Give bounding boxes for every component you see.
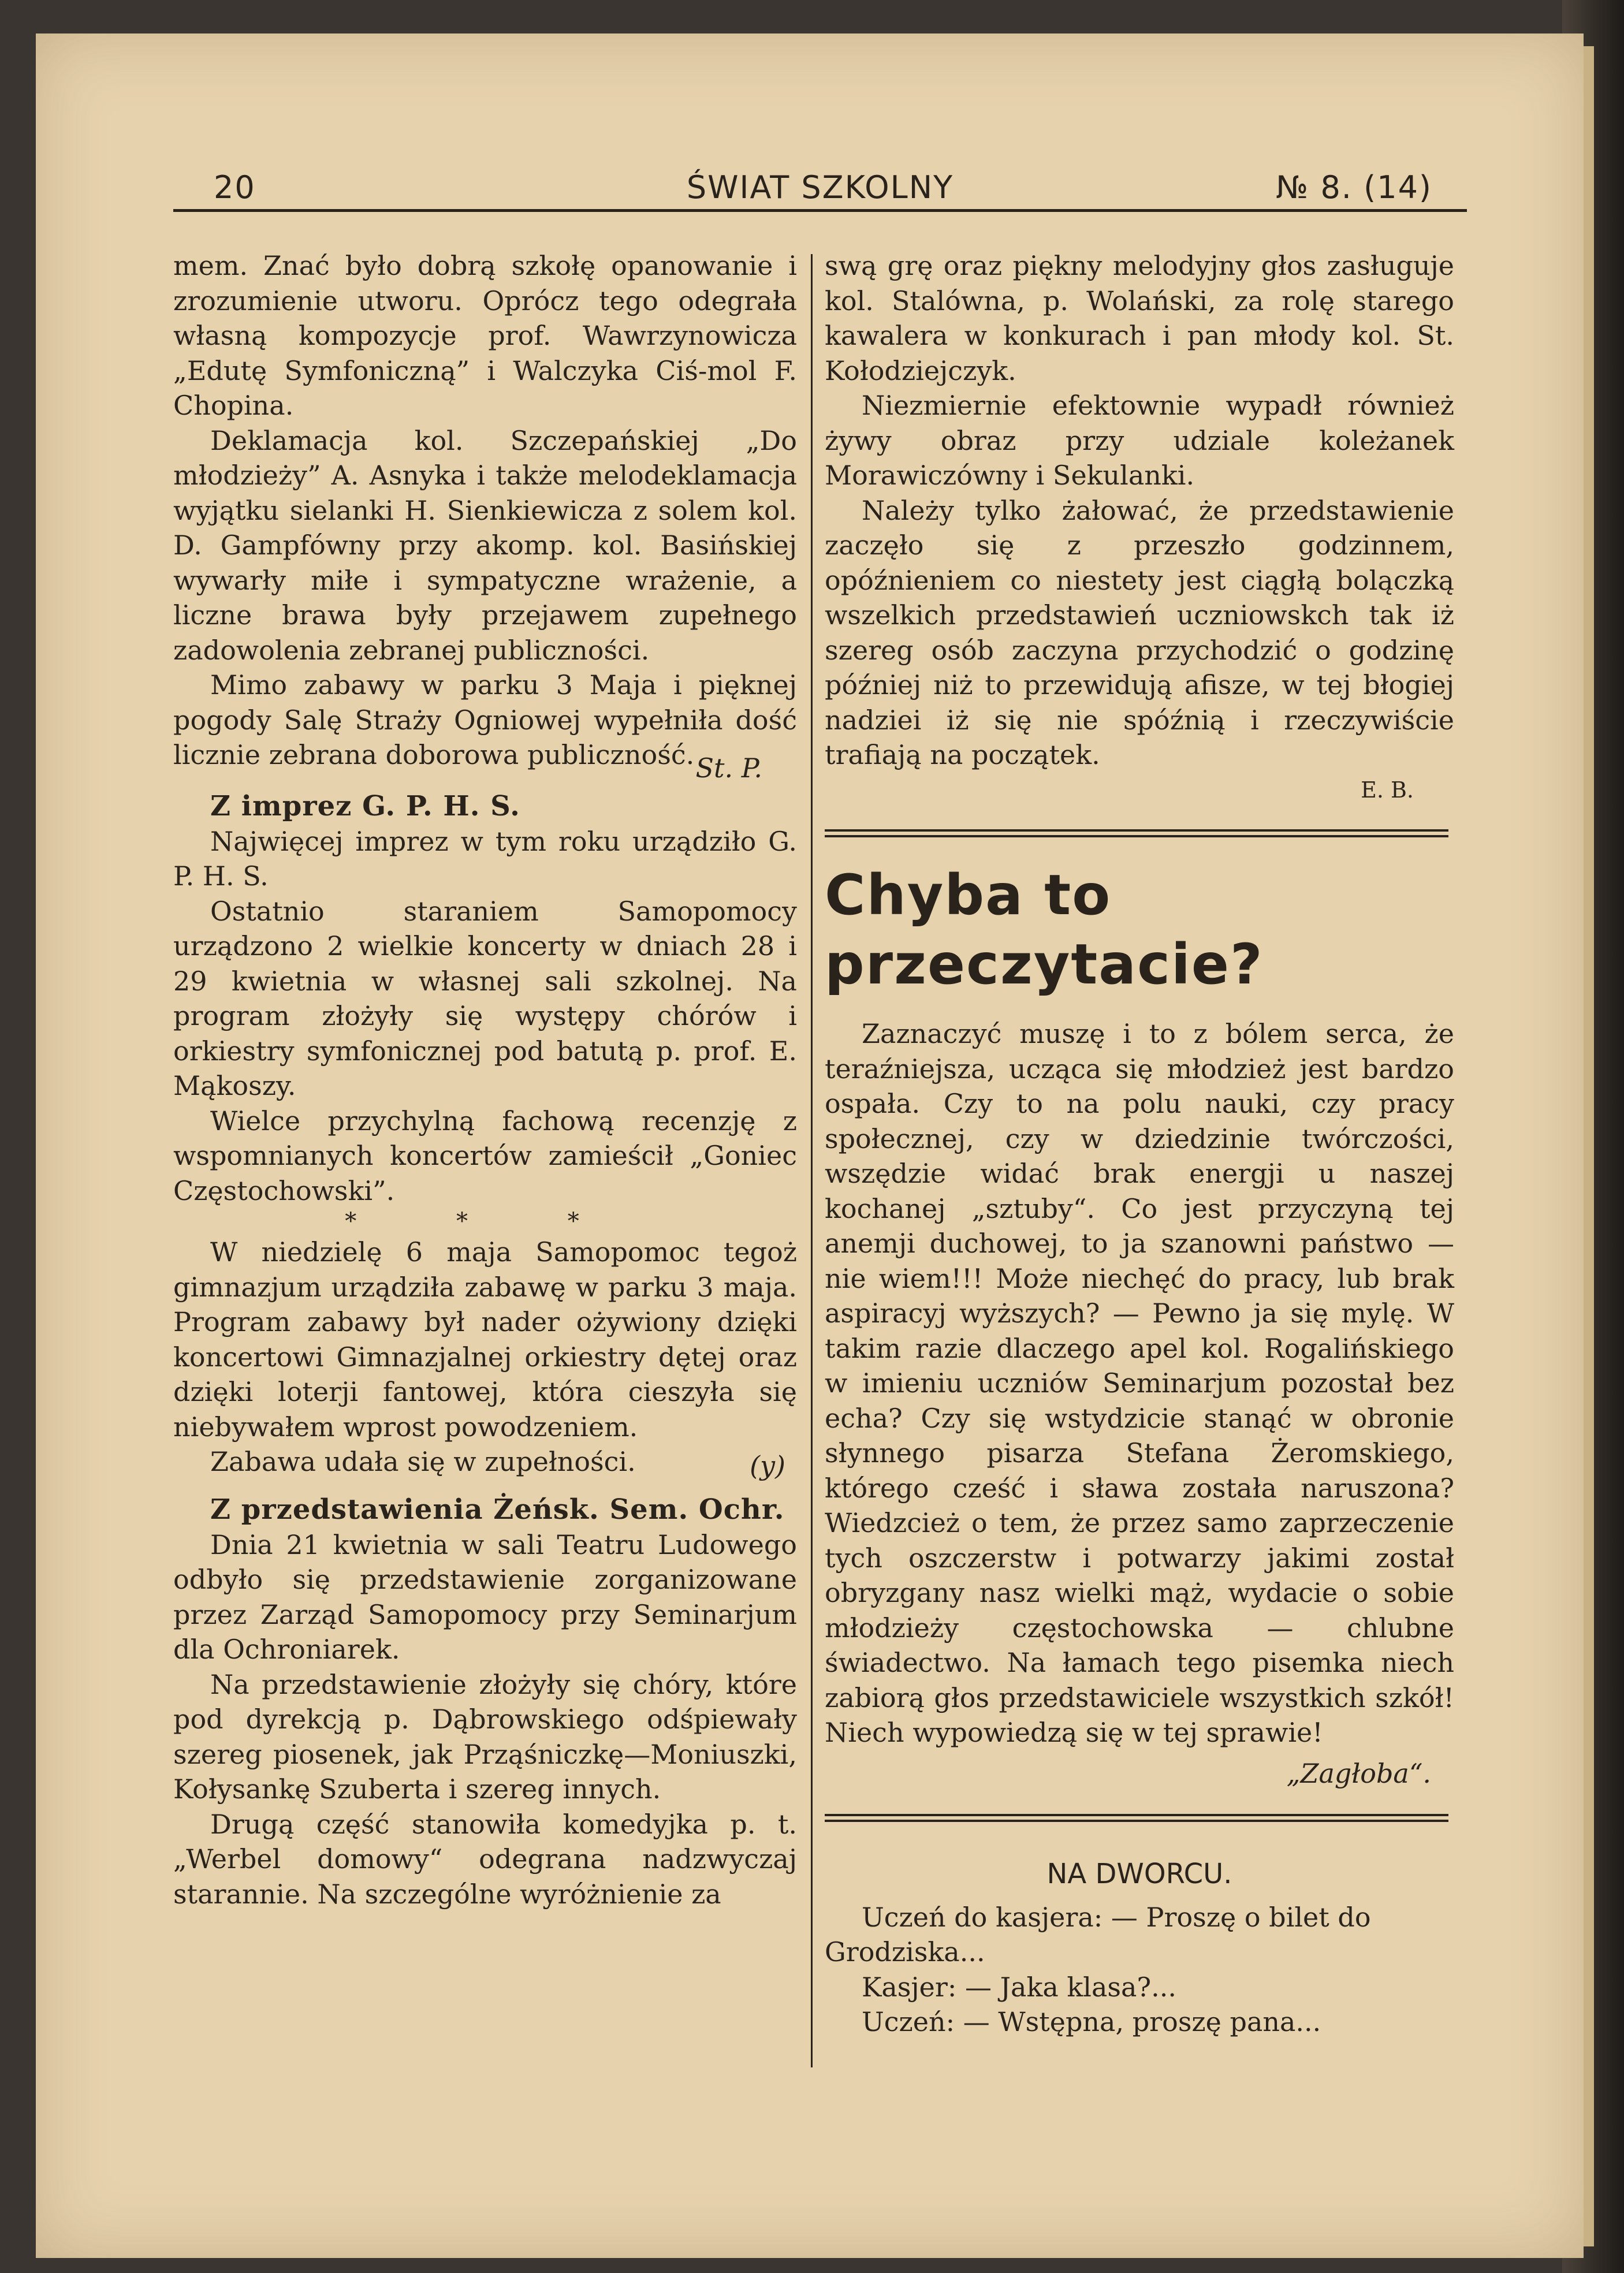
paragraph: Należy tylko żałować, że przedstawienie zaczęło się z przeszło godzinnem, opóźnieniem co niestety jest ciągłą bolączką wszelkich przedstawień uczniowskch tak iż szereg osób zaczyna przychodzić o godzinę później niż to przewidują afisze, w tej błogiej nadziei iż się nie spóźnią i rzeczywiście trafiają na początek. [825, 494, 1454, 770]
right-column [825, 248, 1454, 2040]
section-heading: Z imprez G. P. H. S. [210, 790, 520, 822]
paragraph: Wielce przychylną fachową recenzję z wspomnianych koncertów zamieścił „Goniec Częstochowski”. [173, 1105, 797, 1206]
paragraph: Zabawa udała się w zupełności. [210, 1446, 636, 1477]
article-title: Chyba to przeczytacie? [825, 863, 1264, 997]
paragraph: swą grę oraz piękny melodyjny głos zasługuje kol. Stalówna, p. Wolański, za rolę starego kawalera w konkurach i pan młody kol. St. Kołodziejczyk. [825, 250, 1454, 386]
issue-number: № 8. (14) [1276, 169, 1432, 206]
double-rule [825, 1814, 1448, 1822]
dialog-line: Uczeń: — Wstępna, proszę pana... [862, 2006, 1321, 2037]
signature: St. P. [695, 752, 762, 784]
double-rule [825, 829, 1448, 837]
dialog-line: Kasjer: — Jaka klasa?... [862, 1971, 1176, 2003]
section-separator: * * * [345, 1208, 625, 1235]
page-edge [1584, 46, 1594, 2246]
signature: E. B. [1361, 777, 1414, 803]
section-heading: NA DWORCU. [1046, 1858, 1232, 1890]
left-column [173, 248, 797, 1911]
paragraph: Zaznaczyć muszę i to z bólem serca, że teraźniejsza, ucząca się młodzież jest bardzo ospała. Czy to na polu nauki, czy pracy społecznej, czy w dziedzinie twórczości, wszędzie widać brak energji u naszej kochanej „sztuby“. Co jest przyczyną tej anemji duchowej, to ja szanowni państwo — nie wiem!!! Może niechęć do pracy, lub brak aspiracyj wyższych? — Pewno ja się mylę. W takim razie dlaczego apel kol. Rogalińskiego w imieniu uczniów Seminarjum pozostał bez echa? Czy się wstydzicie stanąć w obronie słynnego pisarza Stefana Żeromskiego, którego cześć i sława została naruszona? Wiedzcież o tem, że przez samo zaprzeczenie tych oszczerstw i potwarzy jakimi został obryzgany nasz wielki mąż, wydacie o sobie młodzieży częstochowska — chlubne świadectwo. Na łamach tego pisemka niech zabiorą głos przedstawiciele wszystkich szkół! Niech wypowiedzą się w tej sprawie! [825, 1018, 1454, 1748]
paragraph: W niedzielę 6 maja Samopomoc tegoż gimnazjum urządziła zabawę w parku 3 maja. Program zabawy był nader ożywiony dzięki koncertowi Gimnazjalnej orkiestry dętej oraz dzięki loterji fantowej, która cieszyła się niebywałem wprost powodzeniem. [173, 1236, 797, 1443]
paragraph: Mimo zabawy w parku 3 Maja i pięknej pogody Salę Straży Ogniowej wypełniła dość licznie zebrana doborowa publiczność. [173, 669, 797, 770]
paragraph: Deklamacja kol. Szczepańskiej „Do młodzieży” A. Asnyka i także melodeklamacja wyjątku sielanki H. Sienkiewicza z solem kol. D. Gampfówny przy akomp. kol. Basińskiej wywarły miłe i sympatyczne wrażenie, a liczne brawa były przejawem zupełnego zadowolenia zebranej publiczności. [173, 424, 797, 666]
signature: (y) [750, 1449, 785, 1481]
publication-title: ŚWIAT SZKOLNY [686, 169, 954, 206]
paragraph: Niezmiernie efektownie wypadł również żywy obraz przy udziale koleżanek Morawiczówny i Sekulanki. [825, 390, 1454, 491]
paragraph: Dnia 21 kwietnia w sali Teatru Ludowego odbyło się przedstawienie zorganizowane przez Zarząd Samopomocy przy Seminarjum dla Ochroniarek. [173, 1529, 797, 1665]
signature: „Zagłoba“. [1286, 1757, 1431, 1789]
paragraph: Drugą część stanowiła komedyjka p. t. „Werbel domowy“ odegrana nadzwyczaj starannie. Na szczególne wyróżnienie za [173, 1808, 797, 1910]
paragraph: Najwięcej imprez w tym roku urządziło G. P. H. S. [173, 825, 797, 892]
dialog-line: Uczeń do kasjera: — Proszę o bilet do Grodziska... [825, 1901, 1371, 1968]
section-heading: Z przedstawienia Żeńsk. Sem. Ochr. [210, 1493, 785, 1526]
page-number: 20 [214, 169, 256, 206]
paragraph: mem. Znać było dobrą szkołę opanowanie i zrozumienie utworu. Oprócz tego odegrała własną kompozycje prof. Wawrzynowicza „Edutę Symfoniczną” i Walczyka Ciś-mol F. Chopina. [173, 250, 797, 421]
paragraph: Na przedstawienie złożyły się chóry, które pod dyrekcją p. Dąbrowskiego odśpiewały szereg piosenek, jak Prząśniczkę—Moniuszki, Kołysankę Szuberta i szereg innych. [173, 1668, 797, 1805]
paragraph: Ostatnio staraniem Samopomocy urządzono 2 wielkie koncerty w dniach 28 i 29 kwietnia w własnej sali szkolnej. Na program złożyły się występy chórów i orkiestry symfonicznej pod batutą p. prof. E. Mąkoszy. [173, 895, 797, 1101]
column-divider [811, 254, 813, 2067]
running-header [173, 167, 1467, 212]
